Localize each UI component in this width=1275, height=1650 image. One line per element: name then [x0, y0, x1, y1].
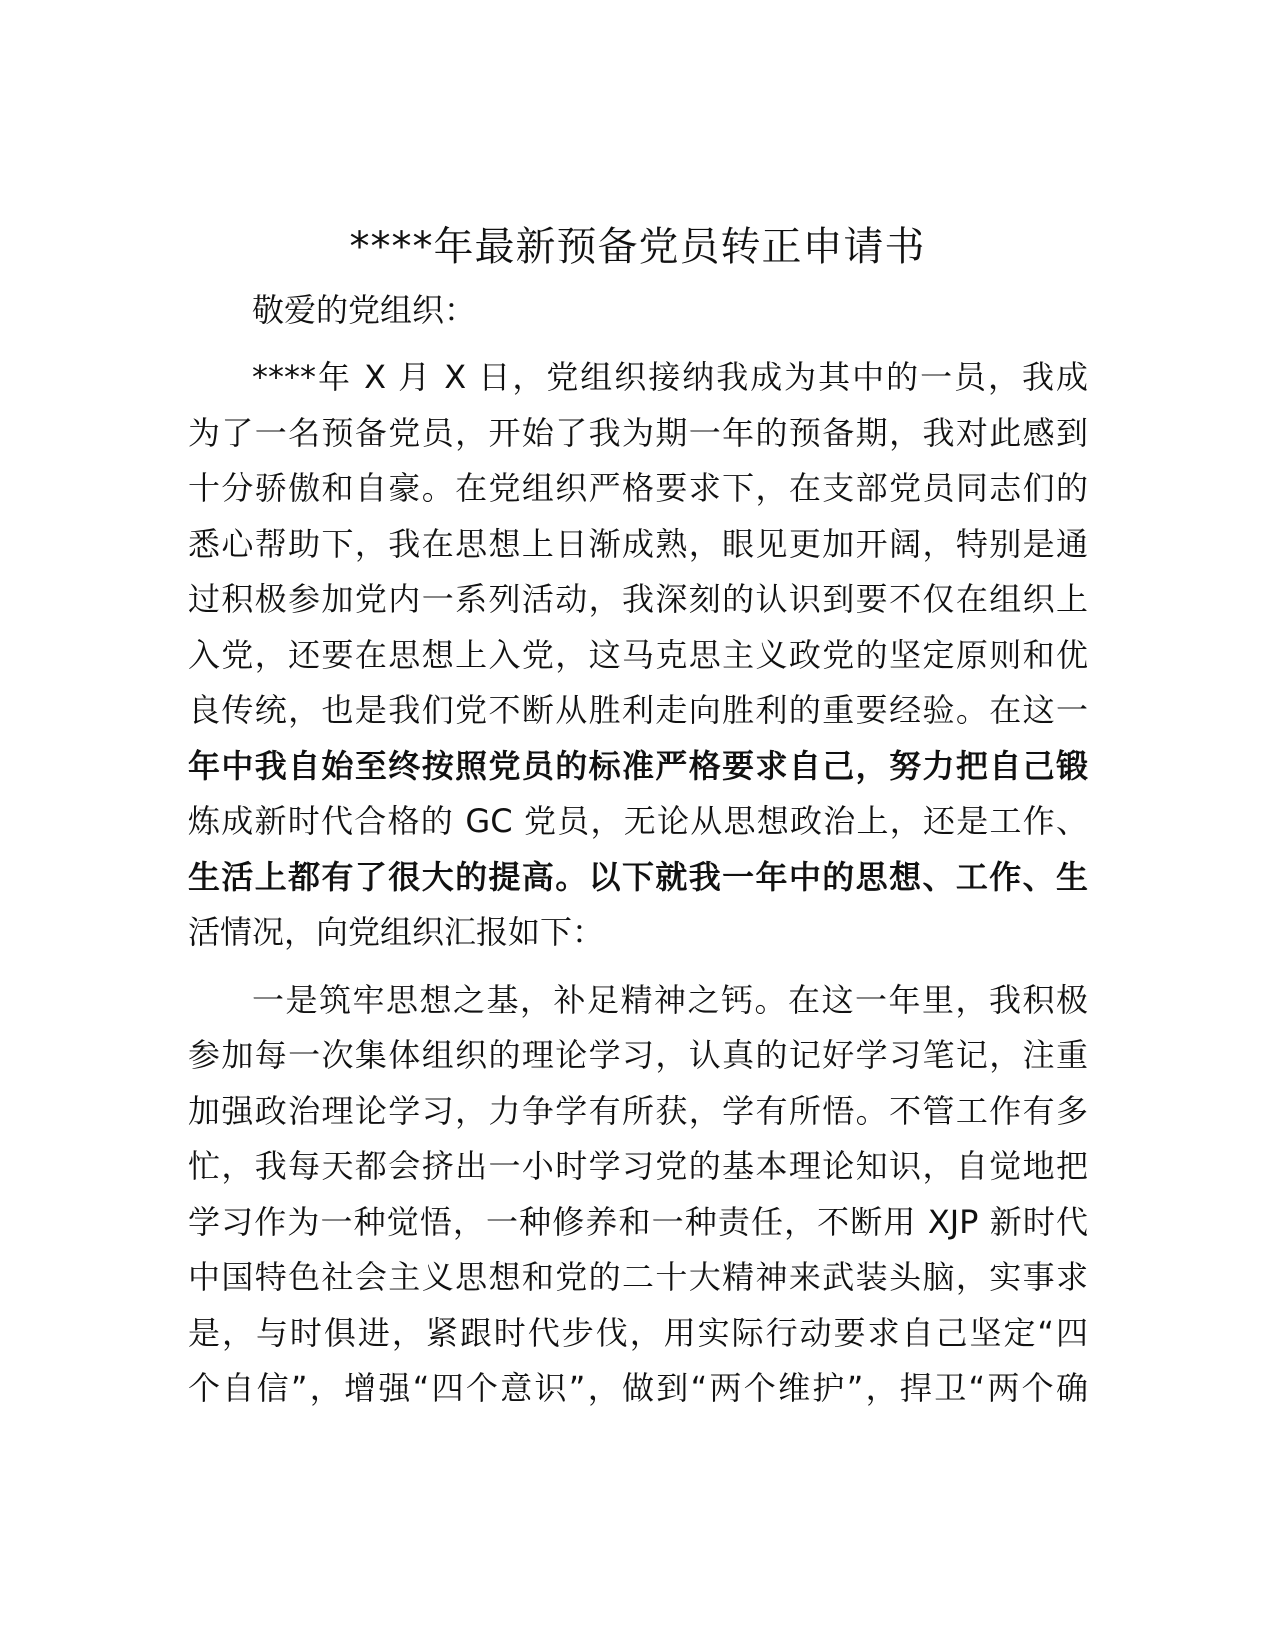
salutation: 敬爱的党组织：: [252, 291, 477, 329]
paragraph-line: 良传统，也是我们党不断从胜利走向胜利的重要经验。在这一: [188, 691, 1088, 729]
paragraph-line: 生活上都有了很大的提高。以下就我一年中的思想、工作、生: [188, 858, 1088, 896]
paragraph-line: 过积极参加党内一系列活动，我深刻的认识到要不仅在组织上: [188, 580, 1088, 618]
paragraph-line: 炼成新时代合格的 GC 党员，无论从思想政治上，还是工作、: [188, 802, 1088, 840]
paragraph-line: 是，与时俱进，紧跟时代步伐，用实际行动要求自己坚定“四: [188, 1314, 1088, 1352]
paragraph-line: 中国特色社会主义思想和党的二十大精神来武装头脑，实事求: [188, 1258, 1088, 1296]
paragraph-line: ****年 X 月 X 日，党组织接纳我成为其中的一员，我成: [252, 358, 1088, 396]
paragraph-line: 忙，我每天都会挤出一小时学习党的基本理论知识，自觉地把: [188, 1147, 1088, 1185]
paragraph-line: 入党，还要在思想上入党，这马克思主义政党的坚定原则和优: [188, 636, 1088, 674]
paragraph-line: 参加每一次集体组织的理论学习，认真的记好学习笔记，注重: [188, 1036, 1088, 1074]
paragraph-line: 年中我自始至终按照党员的标准严格要求自己，努力把自己锻: [188, 747, 1088, 785]
paragraph-line: 十分骄傲和自豪。在党组织严格要求下，在支部党员同志们的: [188, 469, 1088, 507]
paragraph-line: 为了一名预备党员，开始了我为期一年的预备期，我对此感到: [188, 414, 1088, 452]
paragraph-line: 加强政治理论学习，力争学有所获，学有所悟。不管工作有多: [188, 1092, 1088, 1130]
paragraph-line: 学习作为一种觉悟，一种修养和一种责任，不断用 XJP 新时代: [188, 1203, 1088, 1241]
paragraph-line: 一是筑牢思想之基，补足精神之钙。在这一年里，我积极: [252, 981, 1088, 1019]
paragraph-line: 活情况，向党组织汇报如下：: [188, 913, 605, 951]
paragraph-line: 个自信”，增强“四个意识”，做到“两个维护”，捍卫“两个确: [188, 1369, 1088, 1407]
paragraph-line: 悉心帮助下，我在思想上日渐成熟，眼见更加开阔，特别是通: [188, 525, 1088, 563]
document-title: ****年最新预备党员转正申请书: [349, 224, 926, 270]
